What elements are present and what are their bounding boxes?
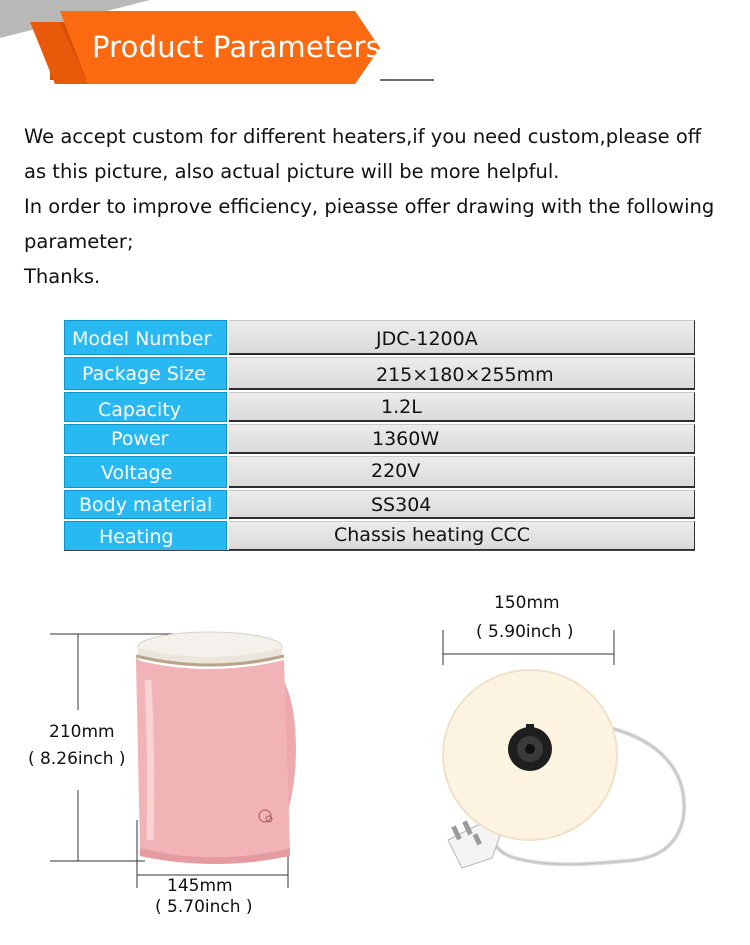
table-divider <box>64 550 695 551</box>
row-label-cell <box>64 357 227 390</box>
kettle-height-inch: ( 8.26inch ) <box>28 749 126 769</box>
table-row <box>64 456 695 488</box>
intro-line: In order to improve efficiency, pieasse offer drawing with the following <box>24 195 715 218</box>
table-row <box>64 424 695 454</box>
row-value-cell <box>229 490 695 519</box>
page-title: Product Parameters <box>92 30 381 64</box>
kettle-width-mm: 145mm <box>167 876 233 896</box>
table-row <box>64 392 695 422</box>
row-label-cell <box>64 490 227 519</box>
row-value: SS304 <box>371 494 432 516</box>
row-label-cell <box>64 424 227 454</box>
row-label-cell <box>64 392 227 422</box>
row-value-cell <box>229 320 695 355</box>
intro-line: parameter; <box>24 230 134 253</box>
row-label: Model Number <box>72 328 212 350</box>
row-value-cell <box>229 392 695 422</box>
row-value: JDC-1200A <box>376 328 478 350</box>
row-value: Chassis heating CCC <box>334 524 531 546</box>
row-value: 215×180×255mm <box>376 364 554 386</box>
row-value-cell <box>229 456 695 488</box>
intro-line: as this picture, also actual picture will be more helpful. <box>24 160 560 183</box>
kettle-base-image <box>420 610 720 900</box>
row-label: Package Size <box>82 363 206 385</box>
row-label-cell <box>64 320 227 355</box>
base-width-mm: 150mm <box>494 593 560 613</box>
table-row <box>64 490 695 519</box>
row-value: 1360W <box>372 428 440 450</box>
row-value-cell <box>229 424 695 454</box>
row-label: Capacity <box>98 399 182 421</box>
row-label: Body material <box>79 494 213 516</box>
intro-line: Thanks. <box>24 265 101 288</box>
base-width-inch: ( 5.90inch ) <box>476 622 574 642</box>
row-value-cell <box>229 521 695 551</box>
row-value: 220V <box>371 460 421 482</box>
row-label: Power <box>111 428 169 450</box>
intro-line: We accept custom for different heaters,if you need custom,please off <box>24 125 702 148</box>
row-value-cell <box>229 357 695 390</box>
row-label-cell <box>64 456 227 488</box>
intro-text <box>24 119 739 294</box>
table-row <box>64 320 695 355</box>
table-row <box>64 521 695 551</box>
row-label: Heating <box>99 526 174 548</box>
row-label-cell <box>64 521 227 551</box>
row-value: 1.2L <box>381 396 422 418</box>
row-label: Voltage <box>101 462 173 484</box>
table-row <box>64 357 695 390</box>
kettle-height-mm: 210mm <box>49 722 115 742</box>
kettle-width-inch: ( 5.70inch ) <box>155 897 253 917</box>
